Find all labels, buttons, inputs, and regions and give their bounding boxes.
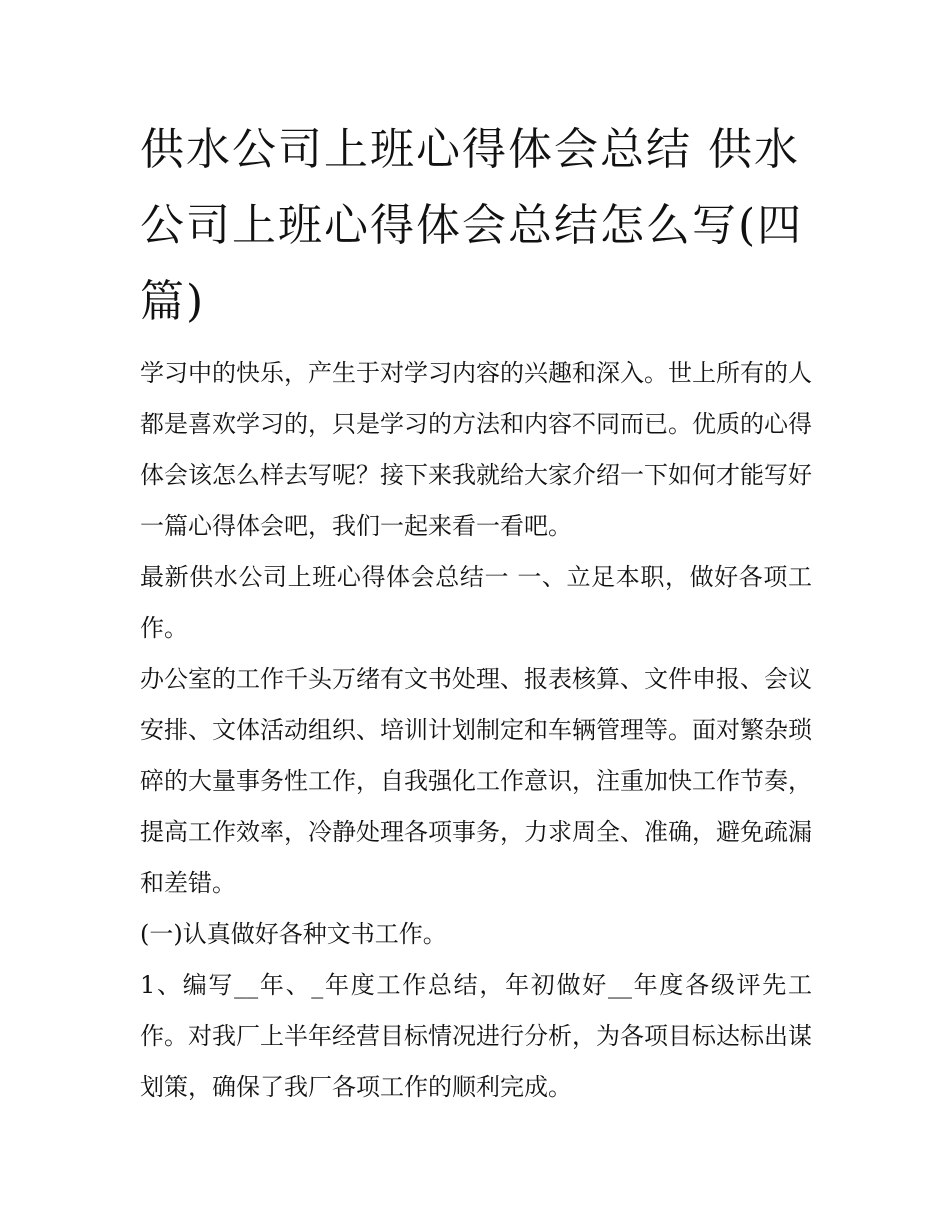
document-title: 供水公司上班心得体会总结 供水公司上班心得体会总结怎么写(四篇) (140, 124, 804, 327)
document-content (140, 112, 812, 1113)
title-spacer (140, 340, 812, 348)
paragraph-section-heading: 最新供水公司上班心得体会总结一 一、立足本职，做好各项工作。 (140, 563, 812, 642)
paragraph-intro: 学习中的快乐，产生于对学习内容的兴趣和深入。世上所有的人都是喜欢学习的，只是学习的方法和内容不同而已。优质的心得体会该怎么样去写呢？接下来我就给大家介绍一下如何才能写好一篇心得体会吧，我们一起来看一看吧。 (140, 359, 812, 540)
paragraph-office-work: 办公室的工作千头万绪有文书处理、报表核算、文件申报、会议安排、文体活动组织、培训计划制定和车辆管理等。面对繁杂琐碎的大量事务性工作，自我强化工作意识，注重加快工作节奏，提高工作效率，冷静处理各项事务，力求周全、准确，避免疏漏和差错。 (140, 665, 812, 897)
paragraph-subheading-documents: (一)认真做好各种文书工作。 (140, 920, 447, 948)
paragraph-item-1: 1、编写__年、_年度工作总结，年初做好__年度各级评先工作。对我厂上半年经营目标情况进行分析，为各项目标达标出谋划策，确保了我厂各项工作的顺利完成。 (140, 971, 812, 1101)
